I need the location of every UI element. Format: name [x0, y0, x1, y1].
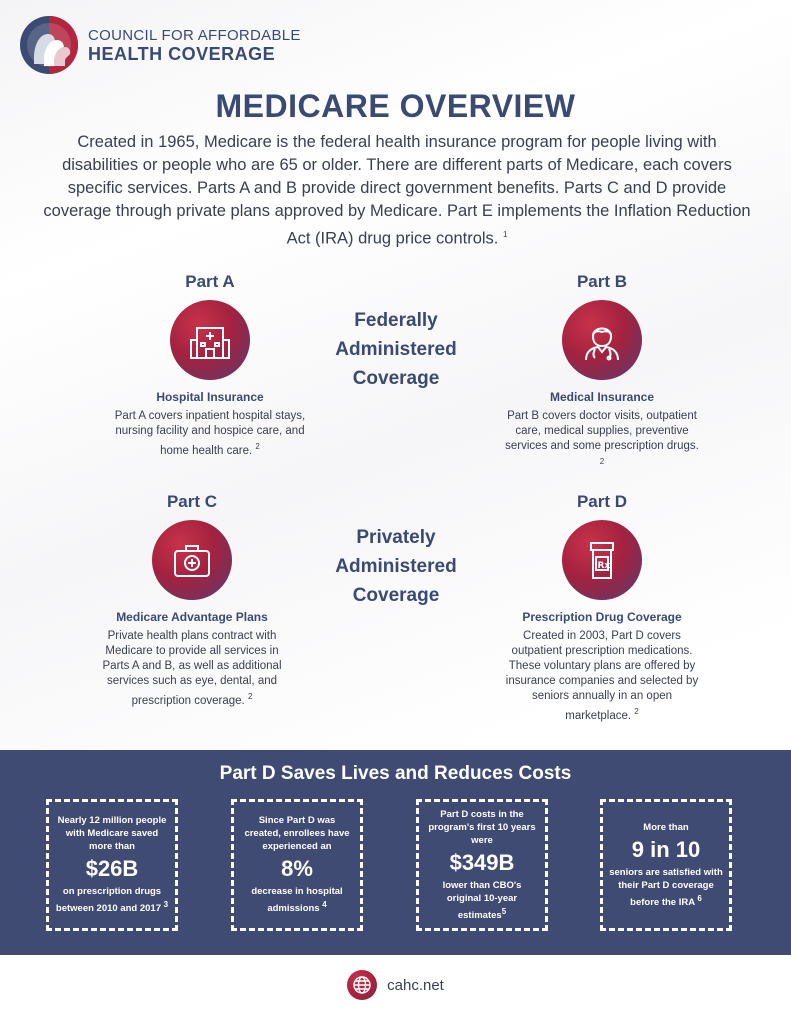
- stat-value: 9 in 10: [631, 836, 701, 862]
- part-a-name: Hospital Insurance: [156, 390, 264, 404]
- website-link[interactable]: cahc.net: [387, 976, 444, 994]
- part-c-card: [92, 492, 292, 709]
- part-a-footnote: 2: [255, 442, 260, 451]
- medical-bag-icon: [152, 520, 232, 600]
- part-b-footnote: 2: [599, 457, 605, 466]
- prescription-bottle-icon: [562, 520, 642, 600]
- globe-icon: [347, 970, 377, 1000]
- part-b-name: Medical Insurance: [549, 390, 655, 404]
- org-logo[interactable]: [18, 14, 301, 76]
- part-a-card: [110, 272, 310, 459]
- stat-top-text: Nearly 12 million people with Medicare saved more than: [57, 815, 167, 853]
- part-c-footnote: 2: [247, 692, 253, 701]
- org-name-line1: COUNCIL FOR AFFORDABLE: [88, 26, 301, 44]
- part-d-footnote: 2: [634, 707, 639, 716]
- part-b-desc-text: Part B covers doctor visits, outpatient care, medical supplies, preventive services and some prescription drugs.: [505, 410, 699, 452]
- stat-value: 8%: [281, 856, 313, 882]
- intro-text: Created in 1965, Medicare is the federal health insurance program for people living with disabilities or people who are 65 or older. There are different parts of Medicare, each covers specific services. Parts A and B provide direct government benefits. Parts C and D provide coverage through private plans approved by Medicare. Part E implements the Inflation Reduction Act (IRA) drug price controls.: [43, 133, 751, 248]
- part-c-name: Medicare Advantage Plans: [116, 610, 268, 624]
- part-c-description: [92, 629, 292, 709]
- part-c-desc-text: Private health plans contract with Medicare to provide all services in Parts A and B, as well as additional services such as eye, dental, and prescription coverage.: [102, 630, 282, 707]
- stat-value: $349B: [449, 849, 515, 875]
- part-d-name: Prescription Drug Coverage: [522, 610, 682, 624]
- stat-top-text: Since Part D was created, enrollees have experienced an: [244, 815, 350, 853]
- stat-card: [600, 799, 732, 931]
- stat-card: [46, 799, 178, 931]
- stat-bottom-text: on prescription drugs between 2010 and 2017 $^3$: [55, 886, 169, 915]
- federal-heading: Federally Administered Coverage: [335, 310, 457, 389]
- part-d-label: Part D: [576, 492, 628, 511]
- private-heading: Privately Administered Coverage: [335, 527, 457, 606]
- stat-top-text: More than: [643, 821, 689, 833]
- intro-paragraph: [42, 131, 752, 251]
- part-b-description: [502, 409, 702, 474]
- stat-card: [231, 799, 363, 931]
- stat-top-text: Part D costs in the program's first 10 years were: [428, 808, 536, 846]
- part-b-label: Part B: [576, 272, 628, 291]
- org-name-line2: HEALTH COVERAGE: [88, 43, 276, 64]
- footer: [0, 970, 791, 1000]
- page-title: MEDICARE OVERVIEW: [215, 88, 576, 124]
- stat-card: [416, 799, 548, 931]
- doctor-icon: [562, 300, 642, 380]
- part-c-label: Part C: [166, 492, 218, 511]
- part-d-card: [502, 492, 702, 724]
- stat-bottom-text: seniors are satisfied with their Part D coverage before the IRA $^6$: [609, 866, 723, 909]
- stat-bottom-text: lower than CBO's original 10-year estimates$^5$: [442, 879, 522, 922]
- stats-band-title: Part D Saves Lives and Reduces Costs: [219, 763, 572, 784]
- hospital-icon: [170, 300, 250, 380]
- logo-mark-icon: [18, 14, 80, 76]
- part-a-description: [110, 409, 310, 459]
- stat-bottom-text: decrease in hospital admissions $^4$: [251, 886, 343, 915]
- intro-footnote: 1: [502, 230, 508, 239]
- part-d-description: [502, 629, 702, 724]
- part-a-desc-text: Part A covers inpatient hospital stays, nursing facility and hospice care, and home health care.: [114, 410, 306, 457]
- svg-text:Rx: Rx: [597, 561, 611, 571]
- part-b-card: [502, 272, 702, 474]
- stat-value: $26B: [85, 856, 139, 882]
- part-d-desc-text: Created in 2003, Part D covers outpatient prescription medications. These voluntary plans are offered by insurance companies and selected by seniors annually in an open marketplace.: [505, 630, 699, 722]
- part-a-label: Part A: [185, 272, 235, 291]
